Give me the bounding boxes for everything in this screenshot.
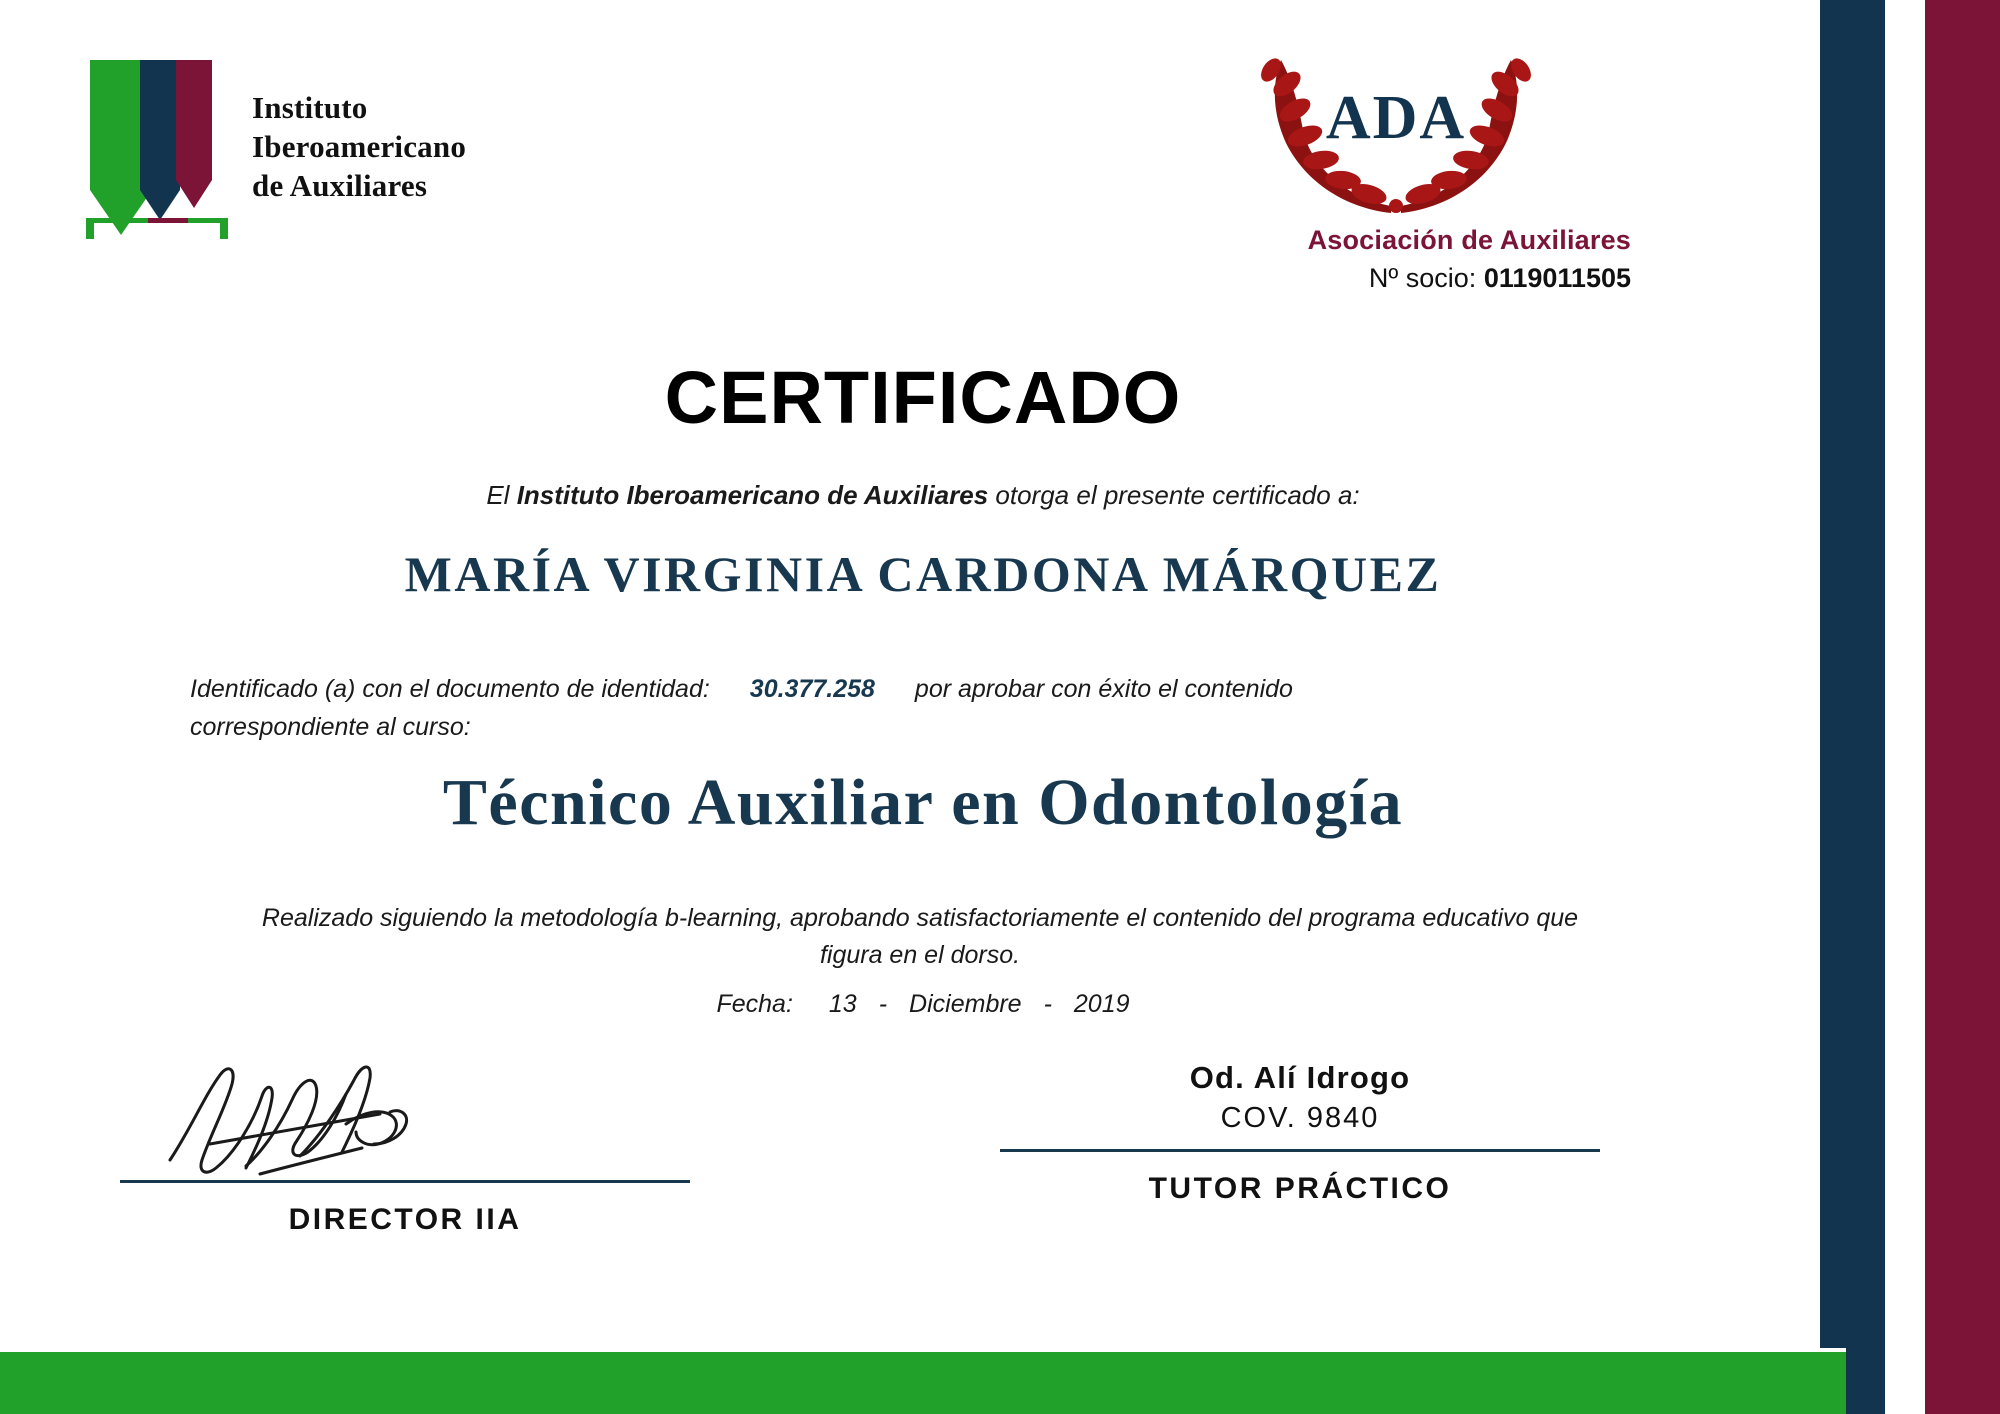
member-number: 0119011505	[1483, 263, 1631, 293]
green-bottom-bar	[0, 1352, 1846, 1414]
iia-leaf-logo-icon	[80, 40, 235, 240]
date-month: Diciembre	[909, 990, 1022, 1018]
grants-prefix: El	[486, 480, 517, 510]
tutor-role-label: TUTOR PRÁCTICO	[1148, 1172, 1452, 1205]
identity-prefix: Identificado (a) con el documento de identidad:	[190, 675, 710, 703]
page-title: CERTIFICADO	[664, 356, 1182, 439]
institute-name-line1: Instituto	[252, 90, 368, 125]
director-role-label: DIRECTOR IIA	[288, 1203, 522, 1236]
ada-laurel-wreath-icon	[1111, 48, 1631, 223]
tutor-name: Od. Alí Idrogo	[1189, 1060, 1411, 1095]
tutor-signature-block	[1000, 1060, 1600, 1206]
institute-name	[252, 88, 466, 205]
date-label: Fecha:	[716, 990, 793, 1018]
course-name: Técnico Auxiliar en Odontología	[442, 766, 1404, 839]
methodology-text: Realizado siguiendo la metodología b-learning, aprobando satisfactoriamente el contenido del programa educativo que figura en el dorso.	[261, 904, 1579, 969]
institute-name-line2: Iberoamericano	[252, 129, 467, 164]
association-block	[1111, 48, 1631, 294]
tutor-license: COV. 9840	[1220, 1102, 1380, 1134]
svg-text:ADA: ADA	[1325, 84, 1467, 152]
identity-suffix: por aprobar con éxito el contenido	[914, 675, 1293, 703]
identity-line2: correspondiente al curso:	[190, 713, 471, 741]
maroon-side-band	[1925, 0, 2000, 1414]
association-name: Asociación de Auxiliares	[1307, 225, 1631, 255]
date-line	[0, 990, 1846, 1019]
director-signature-rule	[120, 1180, 690, 1183]
date-separator-1: -	[878, 990, 888, 1018]
grants-institute: Instituto Iberoamericano de Auxiliares	[516, 480, 989, 510]
band-gap	[1885, 0, 1925, 1414]
institute-logo	[80, 40, 550, 240]
identity-block	[190, 670, 1690, 746]
association-member	[1111, 263, 1631, 294]
date-day: 13	[828, 990, 857, 1018]
grants-line	[0, 480, 1846, 511]
tutor-signature-rule	[1000, 1149, 1600, 1152]
member-label: Nº socio:	[1368, 263, 1477, 293]
director-signature-block	[120, 1060, 690, 1237]
date-year: 2019	[1073, 990, 1130, 1018]
grants-suffix: otorga el presente certificado a:	[988, 480, 1360, 510]
recipient-name: MARÍA VIRGINIA CARDONA MÁRQUEZ	[404, 546, 1442, 602]
identity-number: 30.377.258	[749, 675, 875, 703]
institute-name-line3: de Auxiliares	[252, 168, 428, 203]
date-separator-2: -	[1043, 990, 1052, 1018]
